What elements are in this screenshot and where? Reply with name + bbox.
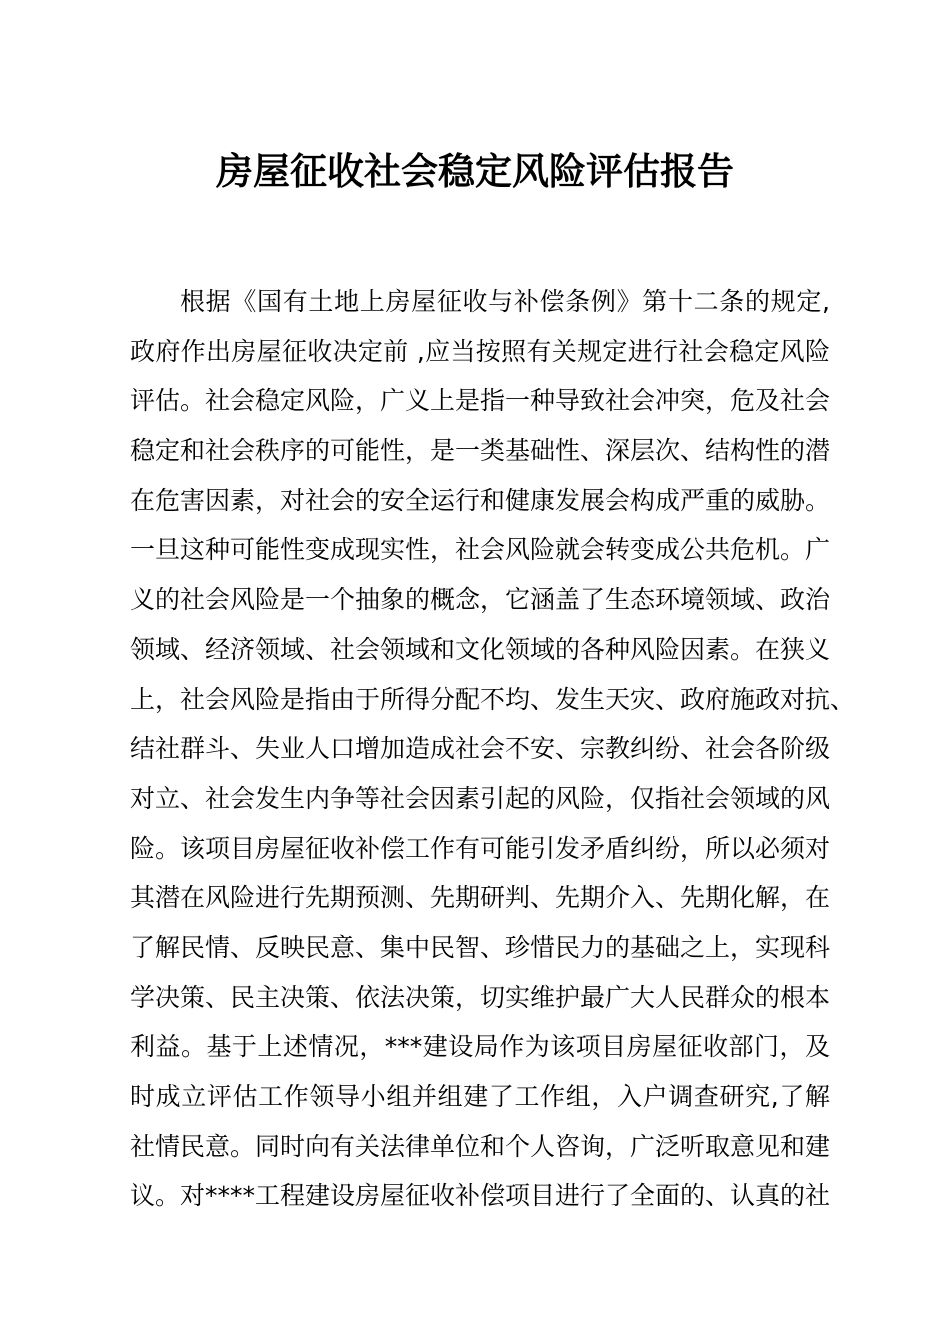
paragraph-line: 根据《国有土地上房屋征收与补偿条例》第十二条的规定, — [180, 287, 830, 316]
paragraph-line: 时成立评估工作领导小组并组建了工作组，入户调查研究,了解 — [130, 1082, 830, 1111]
paragraph-line: 结社群斗、失业人口增加造成社会不安、宗教纠纷、社会各阶级 — [130, 734, 831, 764]
paragraph-line: 议。对****工程建设房屋征收补偿项目进行了全面的、认真的社 — [130, 1181, 831, 1211]
paragraph-line: 义的社会风险是一个抽象的概念，它涵盖了生态环境领域、政治 — [130, 585, 831, 615]
paragraph-line: 政府作出房屋征收决定前 ,应当按照有关规定进行社会稳定风险 — [130, 336, 830, 366]
paragraph-line: 领域、经济领域、社会领域和文化领域的各种风险因素。在狭义 — [130, 634, 831, 664]
paragraph-line: 评估。社会稳定风险，广义上是指一种导致社会冲突，危及社会 — [130, 386, 831, 416]
paragraph-line: 了解民情、反映民意、集中民智、珍惜民力的基础之上，实现科 — [130, 932, 831, 962]
paragraph-line: 在危害因素，对社会的安全运行和健康发展会构成严重的威胁。 — [130, 485, 831, 515]
paragraph-line: 学决策、民主决策、依法决策，切实维护最广大人民群众的根本 — [130, 982, 831, 1012]
paragraph-line: 社情民意。同时向有关法律单位和个人咨询，广泛听取意见和建 — [130, 1131, 831, 1161]
paragraph-line: 对立、社会发生内争等社会因素引起的风险，仅指社会领域的风 — [130, 783, 831, 813]
body-paragraph — [130, 277, 856, 1221]
paragraph-line: 稳定和社会秩序的可能性，是一类基础性、深层次、结构性的潜 — [130, 436, 831, 466]
paragraph-line: 一旦这种可能性变成现实性，社会风险就会转变成公共危机。广 — [130, 535, 831, 565]
paragraph-line: 利益。基于上述情况，***建设局作为该项目房屋征收部门，及 — [130, 1032, 830, 1062]
paragraph-line: 上，社会风险是指由于所得分配不均、发生天灾、政府施政对抗、 — [130, 684, 856, 714]
document-title: 房屋征收社会稳定风险评估报告 — [216, 150, 734, 193]
paragraph-line: 其潜在风险进行先期预测、先期研判、先期介入、先期化解，在 — [130, 883, 831, 913]
paragraph-line: 险。该项目房屋征收补偿工作有可能引发矛盾纠纷，所以必须对 — [130, 833, 831, 863]
